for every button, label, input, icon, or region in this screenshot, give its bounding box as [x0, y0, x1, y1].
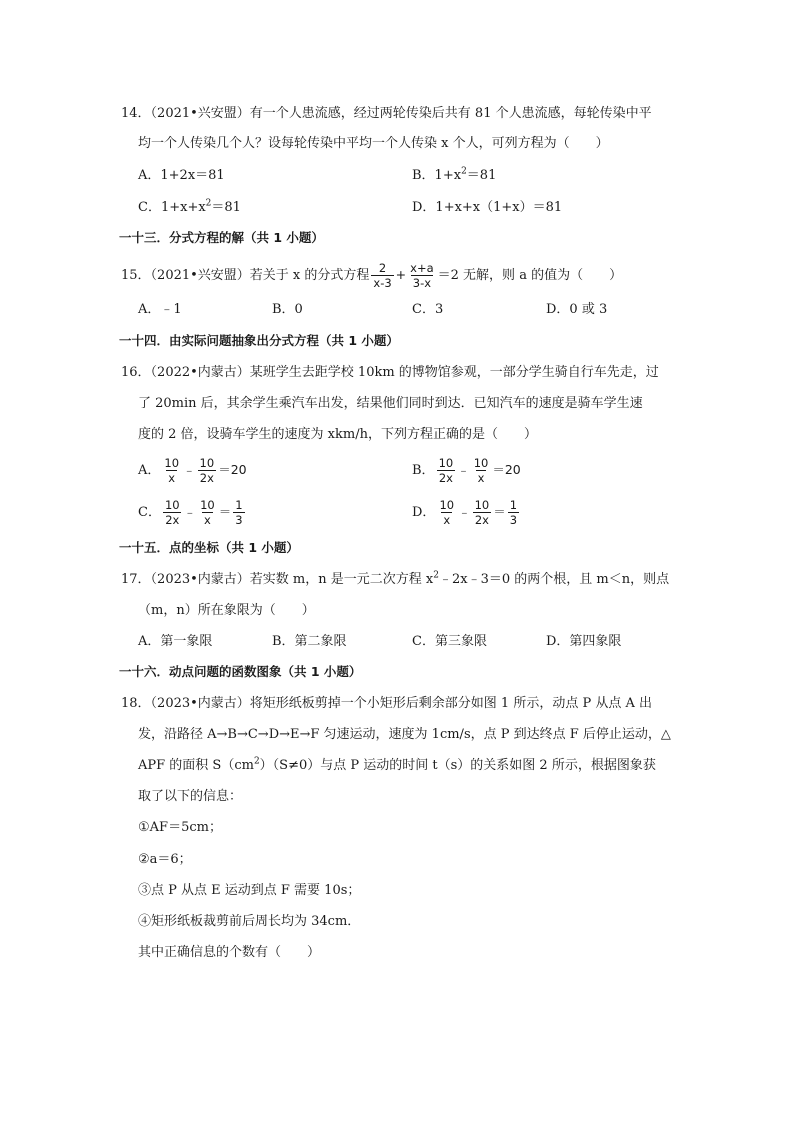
q18-line-2: 发，沿路径 A→B→C→D→E→F 匀速运动，速度为 1cm/s，点 P 到达终点 F 后停止运动，△: [138, 727, 671, 742]
q18-info-3: ③点 P 从点 E 运动到点 F 需要 10s；: [138, 883, 361, 898]
q16-line-1: 16．（2022•内蒙古）某班学生去距学校 10km 的博物馆参观，一部分学生骑自行车先走，过: [121, 365, 659, 380]
q17-option-b[interactable]: B．第二象限: [272, 634, 347, 649]
q16-line-2: 了 20min 后，其余学生乘汽车出发，结果他们同时到达．已知汽车的速度是骑车学生速: [138, 396, 643, 411]
q15-fraction-2: $\frac{x+a}{3-x}$: [410, 261, 434, 290]
section-heading-14: 一十四．由实际问题抽象出分式方程（共 1 小题）: [119, 333, 399, 348]
q14-line-2: 均一个人传染几个人？设每轮传染中平均一个人传染 x 个人，可列方程为（ ）: [138, 136, 609, 151]
q14-option-c[interactable]: C．$1+x+x^2=81$: [138, 198, 241, 215]
q17-option-d[interactable]: D．第四象限: [546, 634, 622, 649]
q18-info-1: ①AF＝5cm；: [138, 820, 222, 835]
q16-option-a[interactable]: A． $\frac{10}{x}$ ﹣ $\frac{10}{2x}$ ＝20: [138, 456, 247, 485]
q15-option-c[interactable]: C．3: [412, 302, 444, 317]
q16-line-3: 度的 2 倍，设骑车学生的速度为 xkm/h，下列方程正确的是（ ）: [138, 427, 537, 442]
q14-option-a[interactable]: A．1+2x＝81: [138, 168, 225, 183]
q15-option-d[interactable]: D．0 或 3: [546, 302, 608, 317]
q15-line: 15．（2021•兴安盟）若关于 x 的分式方程 $\frac{2}{x-3}$ + $\frac{x+a}{3-x}$ ＝2 无解，则 a 的值为（ ）: [121, 261, 623, 290]
section-heading-13: 一十三．分式方程的解（共 1 小题）: [119, 230, 324, 245]
q15-option-a[interactable]: A．﹣1: [138, 302, 182, 317]
q17-line-2: （m，n）所在象限为（ ）: [138, 603, 315, 618]
q18-line-4: 取了以下的信息：: [138, 789, 243, 804]
q17-line-1: 17．（2023•内蒙古）若实数 m，n 是一元二次方程 $x^2﹣2x﹣3=0$ 的两个根，且 m＜n，则点: [121, 570, 670, 587]
q15-fraction-1: $\frac{2}{x-3}$: [373, 261, 392, 290]
section-heading-16: 一十六．动点问题的函数图象（共 1 小题）: [119, 664, 362, 679]
q18-info-2: ②a＝6；: [138, 852, 192, 867]
q18-line-1: 18．（2023•内蒙古）将矩形纸板剪掉一个小矩形后剩余部分如图 1 所示，动点 P 从点 A 出: [121, 696, 652, 711]
q15-option-b[interactable]: B．0: [272, 302, 303, 317]
q14-option-d[interactable]: D．1+x+x（1+x）＝81: [412, 200, 563, 215]
q14-line-1: 14．（2021•兴安盟）有一个人患流感，经过两轮传染后共有 81 个人患流感，每轮传染中平: [121, 106, 652, 121]
q17-option-a[interactable]: A．第一象限: [138, 634, 213, 649]
q14-option-b[interactable]: B．$1+x^2=81$: [412, 166, 497, 183]
q18-info-4: ④矩形纸板裁剪前后周长均为 34cm．: [138, 914, 361, 929]
q18-question: 其中正确信息的个数有（ ）: [138, 945, 321, 960]
q16-option-b[interactable]: B． $\frac{10}{2x}$ ﹣ $\frac{10}{x}$ ＝20: [412, 456, 521, 485]
q16-option-d[interactable]: D． $\frac{10}{x}$ ﹣ $\frac{10}{2x}$ ＝ $\frac{1}{3}$: [412, 498, 518, 527]
q17-option-c[interactable]: C．第三象限: [412, 634, 487, 649]
section-heading-15: 一十五．点的坐标（共 1 小题）: [119, 540, 299, 555]
q16-option-c[interactable]: C． $\frac{10}{2x}$ ﹣ $\frac{10}{x}$ ＝ $\frac{1}{3}$: [138, 498, 243, 527]
q18-line-3: APF 的面积 $S(cm^2)(S\ne 0)$与点 P 运动的时间 t（s）的关系如图 2 所示，根据图象获: [138, 756, 656, 773]
